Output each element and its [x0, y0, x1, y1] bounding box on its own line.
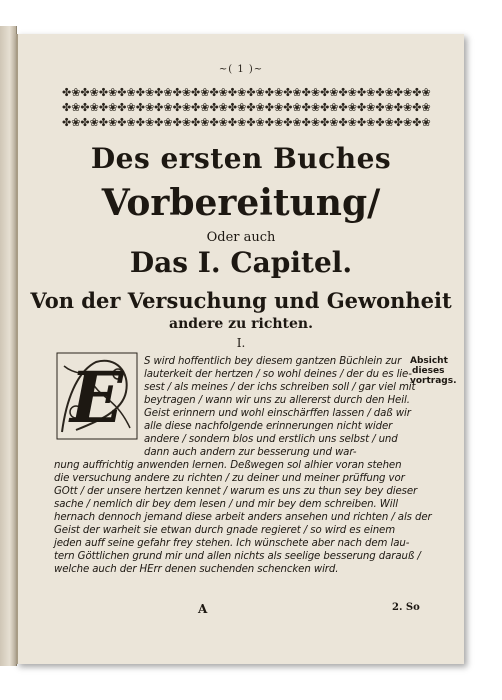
body-line: hernach dennoch jemand diese arbeit anders ansehen und richten / als der — [54, 512, 432, 523]
drop-cap-letter: E — [70, 356, 124, 439]
marginal-note: Absicht — [410, 356, 448, 366]
body-line: sest / als meines / der ichs schreiben soll / gar viel mit — [144, 382, 416, 393]
ornament-row: ✤❀✤❀✤❀✤❀✤❀✤❀✤❀✤❀✤❀✤❀✤❀✤❀✤❀✤❀✤❀✤❀✤❀✤❀✤❀✤❀ — [62, 101, 431, 114]
body-line: dann auch andern zur besserung und war- — [144, 447, 357, 458]
body-line: andere / sondern blos und erstlich uns selbst / und — [144, 434, 398, 445]
body-line: sache / nemlich dir bey dem lesen / und mir bey dem schreiben. Will — [54, 499, 398, 510]
marginal-note: dieses — [412, 366, 445, 376]
body-line: nung auffrichtig anwenden lernen. Deßwegen sol alhier voran stehen — [54, 460, 402, 471]
body-line: tern Göttlichen grund mir und allen nichts als seelige besserung darauß / — [54, 551, 421, 562]
body-line: welche auch der HErr denen suchenden schencken wird. — [54, 564, 339, 575]
title-connector: Oder auch — [206, 230, 276, 245]
ornament-row: ✤❀✤❀✤❀✤❀✤❀✤❀✤❀✤❀✤❀✤❀✤❀✤❀✤❀✤❀✤❀✤❀✤❀✤❀✤❀✤❀ — [62, 86, 431, 99]
ornament-row: ✤❀✤❀✤❀✤❀✤❀✤❀✤❀✤❀✤❀✤❀✤❀✤❀✤❀✤❀✤❀✤❀✤❀✤❀✤❀✤❀ — [62, 116, 431, 129]
chapter-heading: Das I. Capitel. — [129, 246, 353, 279]
page-number: ~( 1 )~ — [218, 64, 264, 75]
section-number: I. — [236, 336, 246, 350]
chapter-subject: Von der Versuchung und Gewonheit — [30, 288, 452, 313]
body-line: beytragen / wann wir uns zu allererst durch den Heil. — [144, 395, 410, 406]
body-line: GOtt / der unsere hertzen kennet / warum es uns zu thun sey bey dieser — [54, 486, 418, 497]
signature-mark: A — [198, 602, 208, 616]
body-line: die versuchung andere zu richten / zu deiner und meiner prüffung vor — [54, 473, 405, 484]
body-line: lauterkeit der hertzen / so wohl deines / der du es lie- — [144, 369, 412, 380]
title-line: Des ersten Buches — [90, 142, 392, 175]
title-line-main: Vorbereitung/ — [101, 182, 381, 224]
decorated-initial — [56, 352, 138, 440]
catchword: 2. So — [392, 602, 420, 613]
marginal-note: vortrags. — [410, 376, 457, 386]
body-line: alle diese nachfolgende erinnerungen nicht wider — [144, 421, 393, 432]
left-page-edge — [0, 26, 17, 666]
chapter-subject-cont: andere zu richten. — [169, 316, 313, 332]
body-line: jeden auff seine gefahr frey stehen. Ich wünschete aber nach dem lau- — [54, 538, 410, 549]
body-line: Geist erinnern und wohl einschärffen lassen / daß wir — [144, 408, 411, 419]
book-page — [16, 34, 464, 664]
body-line: S wird hoffentlich bey diesem gantzen Büchlein zur — [144, 356, 402, 367]
body-line: Geist der warheit sie etwan durch gnade regieret / so wird es einem — [54, 525, 396, 536]
